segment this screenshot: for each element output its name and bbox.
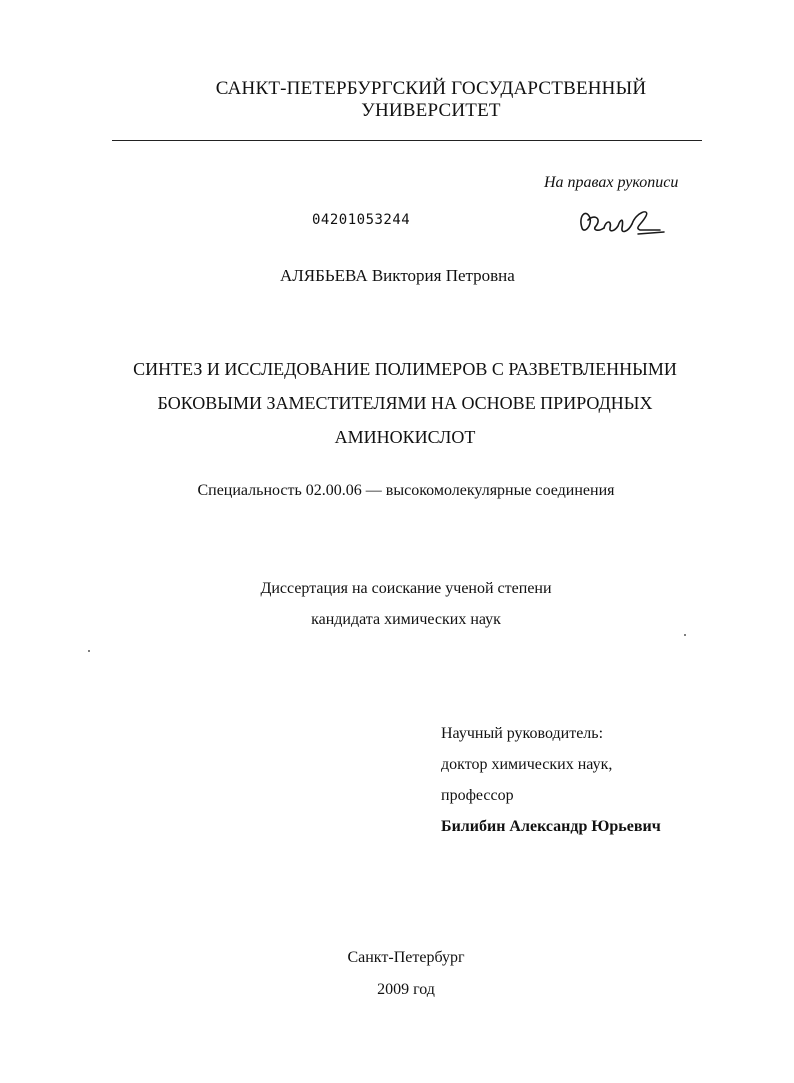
year: 2009 год — [377, 981, 435, 998]
handwritten-signature — [576, 202, 668, 242]
advisor-rank: профессор — [441, 787, 514, 804]
degree-line-2: кандидата химических наук — [311, 611, 501, 628]
degree-statement — [0, 573, 794, 635]
advisor-name: Билибин Александр Юрьевич — [441, 818, 661, 835]
university-name-line-1: САНКТ-ПЕТЕРБУРГСКИЙ ГОСУДАРСТВЕННЫЙ — [215, 78, 647, 99]
advisor-label: Научный руководитель: — [441, 725, 604, 742]
advisor-degree: доктор химических наук, — [441, 756, 613, 773]
university-name-line-2: УНИВЕРСИТЕТ — [361, 100, 501, 121]
scientific-advisor — [441, 718, 661, 842]
manuscript-rights-note: На правах рукописи — [544, 174, 679, 191]
title-line-3: АМИНОКИСЛОТ — [334, 427, 476, 447]
author-name: АЛЯБЬЕВА Виктория Петровна — [280, 266, 515, 285]
scan-speck — [684, 634, 686, 636]
degree-line-1: Диссертация на соискание ученой степени — [260, 580, 552, 597]
dissertation-title — [0, 352, 794, 454]
specialty: Специальность 02.00.06 — высокомолекулярные соединения — [197, 482, 615, 499]
title-line-1: СИНТЕЗ И ИССЛЕДОВАНИЕ ПОЛИМЕРОВ С РАЗВЕТВЛЕННЫМИ — [133, 359, 677, 379]
document-number: 04201053244 — [312, 212, 411, 228]
university-name — [0, 78, 794, 122]
place-and-year — [0, 942, 794, 1006]
title-line-2: БОКОВЫМИ ЗАМЕСТИТЕЛЯМИ НА ОСНОВЕ ПРИРОДНЫХ — [157, 393, 653, 413]
scan-speck — [88, 650, 90, 652]
city: Санкт-Петербург — [347, 949, 465, 966]
header-divider — [112, 140, 702, 141]
